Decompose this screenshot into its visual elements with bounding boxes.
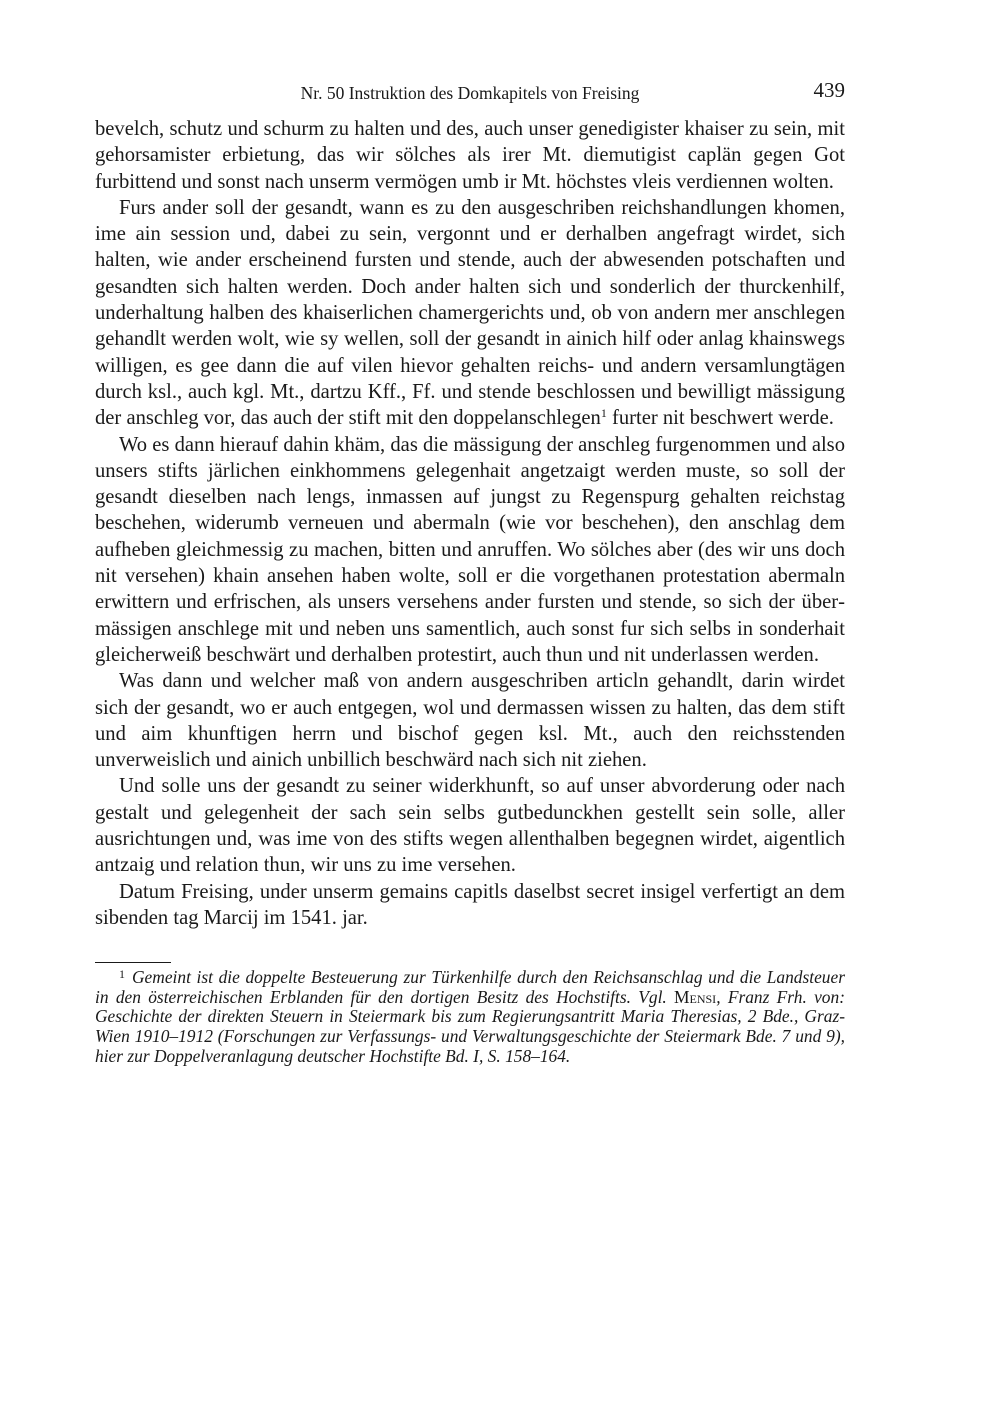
paragraph-5 xyxy=(95,773,845,878)
footnote-divider xyxy=(95,962,171,963)
page-number: 439 xyxy=(813,78,845,102)
paragraph-text: bevelch, schutz und schurm zu halten und des, auch unser genedigister khaiser zu sein, mit gehorsamister erbietung, das wir sölches als irer Mt. diemutigist caplän gegen Got furbittend und sonst nach unserm vermögen umb ir Mt. höchstes vleis verdiennen wolten. xyxy=(95,118,845,193)
footnotes xyxy=(95,968,845,1066)
paragraph-text: Was dann und welcher maß von andern ausgeschriben articln gehandlt, darin wirdet sich der gesandt, wo er auch entgegen, wol und dermassen wissen zu halten, das dem stift und aim khunftigen herrn und bischof gegen ksl. Mt., auch den reichsstenden unverweislich und ainich unbillich beschwärd nach sich nit ziehen. xyxy=(95,670,845,772)
paragraph-3 xyxy=(95,432,845,669)
paragraph-4 xyxy=(95,668,845,773)
footnote-author: Mensi xyxy=(674,986,717,1007)
paragraph-text: Wo es dann hierauf dahin khäm, das die mässigung der anschleg furgenommen und also unsers stifts järlichen einkhommens gelegenhait angetzaigt werden muste, so soll der gesandt dieselben nach lengs, inmassen auf jungst zu Regenspurg gehalten reichstag beschehen, widerumb verneuen und abermaln (wie vor beschehen), den anschlag dem aufheben gleichmessig zu machen, bitten und anruffen. Wo sölches aber (des wir uns doch nit versehen) khain ansehen haben wolte, soll er die vorgethanen protestation abermaln erwittern und erfrischen, als unsers versehens ander fursten und stende, so sich der übermässigen anschlege mit und neben uns samentlich, auch sonst fur sich selbs in sonderhait gleicherweiß beschwärt und derhalben protestirt, auch thun und nit underlassen werden. xyxy=(95,433,845,666)
footnote-1 xyxy=(95,968,845,1066)
running-head xyxy=(95,78,845,108)
paragraph-2 xyxy=(95,195,845,432)
footnote-text: Gemeint ist die doppelte Besteuerung zur Türkenhilfe durch den Reichsanschlag und die Landsteuer in den österreichischen Erblanden für den dortigen Besitz des Hochstifts. Vgl. xyxy=(95,967,845,1007)
document-page xyxy=(95,78,845,1066)
paragraph-6-dating xyxy=(95,879,845,932)
paragraph-text: Furs ander soll der gesandt, wann es zu den ausgeschriben reichshandlungen khomen, ime ain session und, dabei zu sein, vergonnt und er derhalben angefragt wirdet, sich halten, wie ander erscheinend fursten und stende, auch der abwesenden potschaften und gesandten sich halten werden. Doch ander halten sich und sonderlich der thurckenhilf, underhaltung halben des khaiserlichen chamergerichts und, ob von andern mer anschlegen gehandlt werden wolt, wie sy wellen, soll der gesandt in ainich hilf oder anlag khainswegs willigen, es gee dann die auf vilen hievor gehalten reichs- und andern versamlungtägen durch ksl., auch kgl. Mt., dartzu Kff., Ff. und stende beschlossen und bewilligt mässigung der anschleg vor, das auch der stift mit den doppelanschlegen xyxy=(95,196,845,430)
footnote-number: 1 xyxy=(119,967,125,982)
footnote-text: , Franz Frh. von: Geschichte der direkten Steuern in Steiermark bis zum Regierungsantritt Maria Theresias, 2 Bde., Graz-Wien 1910–1912 (Forschungen zur Verfassungs- und Verwaltungsgeschichte der Steiermark Bde. 7 und 9), hier zur Doppelveranlagung deutscher Hochstifte Bd. I, S. 158–164. xyxy=(95,986,845,1066)
paragraph-text: Und solle uns der gesandt zu seiner widerkhunft, so auf unser abvorderung oder nach gestalt und gelegenheit der sach sein selbs gutbedunckhen gestellt sein solle, aller ausrichtungen und, was ime von des stifts wegen allenthalben begegnen wirdet, aigentlich antzaig und relation thun, wir uns zu ime versehen. xyxy=(95,775,845,877)
paragraph-text: Datum Freising, under unserm gemains capitls daselbst secret insigel verfertigt an dem sibenden tag Marcij im 1541. jar. xyxy=(95,880,845,929)
body-text xyxy=(95,116,845,931)
paragraph-1 xyxy=(95,116,845,195)
paragraph-text: furter nit beschwert werde. xyxy=(606,407,834,430)
running-title: Nr. 50 Instruktion des Domkapitels von Freising xyxy=(300,83,640,103)
footnote-reference[interactable]: 1 xyxy=(600,406,607,421)
